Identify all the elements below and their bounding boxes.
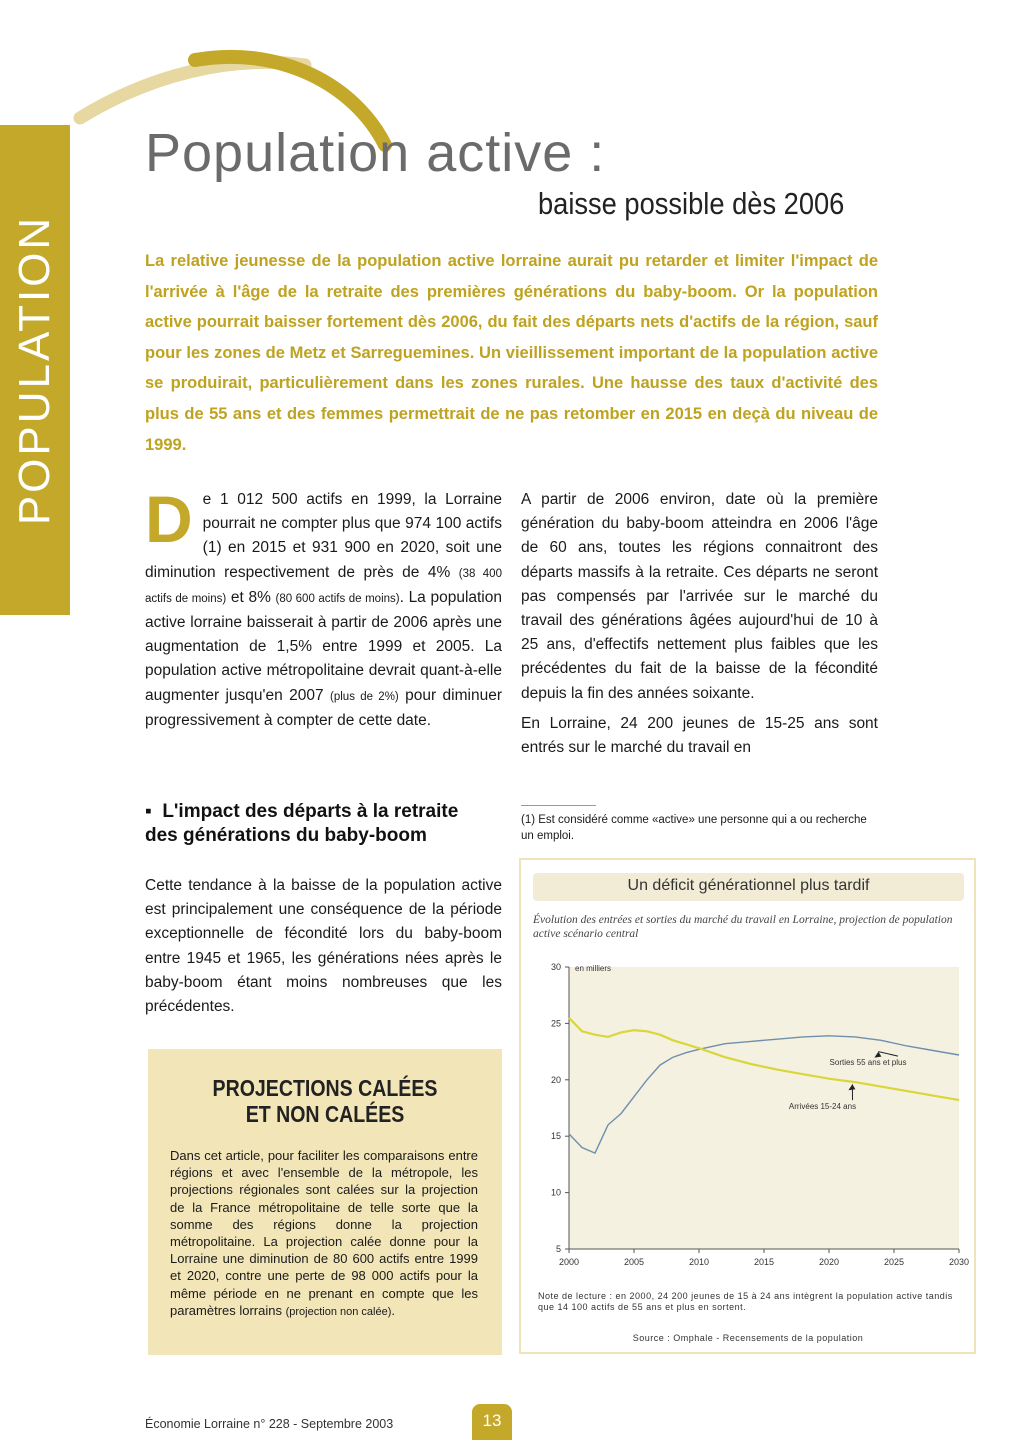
chart-subtitle: Évolution des entrées et sorties du marché du travail en Lorraine, projection de population active scénario central <box>533 914 953 940</box>
side-label: POPULATION <box>10 214 60 526</box>
series-label: Sorties 55 ans et plus <box>829 1058 907 1068</box>
article-text: et 8% <box>226 588 276 606</box>
y-tick-label: 30 <box>550 962 561 972</box>
y-tick-label: 25 <box>550 1018 561 1029</box>
x-tick-label: 2015 <box>753 1257 775 1267</box>
series-label: Arrivées 15-24 ans <box>788 1102 857 1112</box>
chart-source: Source : Omphale - Recensements de la population <box>632 1333 864 1343</box>
footnote-rule <box>521 805 596 806</box>
x-tick-label: 2000 <box>558 1257 580 1267</box>
y-tick-label: 20 <box>550 1074 561 1085</box>
section-body: Cette tendance à la baisse de la population active est principalement une conséquence de la période exceptionnelle de fécondité lors du baby-boom entre 1945 et 1965, les générations nées après le baby-boom étant moins nombreuses que les précédentes. <box>145 877 502 1016</box>
plot-area <box>569 967 959 1249</box>
section-heading-text: L'impact des départs à la retraite des générations du baby-boom <box>145 801 459 846</box>
bullet-icon: ▪ <box>145 801 152 822</box>
article-column-1 <box>145 482 502 733</box>
y-tick-label: 5 <box>555 1244 561 1254</box>
x-tick-label: 2005 <box>623 1257 645 1267</box>
chart-title: Un déficit générationnel plus tardif <box>627 877 870 894</box>
article-text-small: (plus de 2%) <box>330 690 399 703</box>
page-title: Population active : <box>145 123 606 183</box>
y-tick-label: 10 <box>550 1187 561 1198</box>
drop-cap: D <box>145 482 193 556</box>
section-heading <box>145 800 485 848</box>
article-text-small: (38 400 actifs de moins) <box>145 567 502 605</box>
article-text-small: (80 600 actifs de moins) <box>275 592 400 605</box>
line-chart <box>521 955 970 1280</box>
info-box-body: Dans cet article, pour faciliter les comparaisons entre régions et avec l'ensemble de la métropole, les projections régionales sont calées sur la projection de la France métropolitaine de telle sorte que la somme des régions donne la projection métropolitaine. La projection calée donne pour la Lorraine une diminution de 80 600 actifs entre 1999 et 2020, contre une perte de 98 000 actifs pour la même période en ne prenant en compte que les paramètres lorrains (projection non calée). <box>170 1148 478 1318</box>
article-text: pour diminuer progressivement à compter de cette date. <box>145 686 502 729</box>
article-paragraph: En Lorraine, 24 200 jeunes de 15-25 ans sont entrés sur le marché du travail en <box>521 714 878 757</box>
info-box-title: PROJECTIONS CALÉES ET NON CALÉES <box>212 1075 438 1127</box>
x-tick-label: 2025 <box>883 1257 905 1267</box>
page-subtitle: baisse possible dès 2006 <box>538 186 845 221</box>
article-text: . La population active lorraine baisserait à partir de 2006 après une augmentation de 1,5% entre 1999 et 2005. La population active métropolitaine devrait quant-à-elle augmenter jusqu'en 2007 <box>145 588 502 704</box>
unit-label: en milliers <box>575 964 612 973</box>
y-tick-label: 15 <box>550 1131 561 1142</box>
intro-paragraph: La relative jeunesse de la population active lorraine aurait pu retarder et limiter l'impact de l'arrivée à l'âge de la retraite des premières générations du baby-boom. Or la population active pourrait baisser fortement dès 2006, du fait des départs nets d'actifs de la région, sauf pour les zones de Metz et Sarreguemines. Un vieillissement important de la population active se produirait, particulièrement dans les zones rurales. Une hausse des taux d'activité des plus de 55 ans et des femmes permettrait de ne pas retomber en 2015 en deçà du niveau de 1999. <box>145 252 878 454</box>
chart-note: Note de lecture : en 2000, 24 200 jeunes de 15 à 24 ans intègrent la population active tandis que 14 100 actifs de 55 ans et plus en sortent. <box>538 1291 953 1312</box>
article-column-2 <box>521 488 878 760</box>
footer-text: Économie Lorraine n° 228 - Septembre 2003 <box>145 1417 394 1431</box>
footnote: (1) Est considéré comme «active» une personne qui a ou recherche un emploi. <box>521 814 867 842</box>
x-tick-label: 2010 <box>688 1257 710 1267</box>
x-tick-label: 2020 <box>818 1257 840 1267</box>
x-tick-label: 2030 <box>948 1257 970 1267</box>
article-text: e 1 012 500 actifs en 1999, la Lorraine pourrait ne compter plus que 974 100 actifs (1) en 2015 et 931 900 en 2020, soit une diminution respectivement de près de 4% <box>145 491 502 581</box>
page-number: 13 <box>482 1411 502 1430</box>
article-paragraph: A partir de 2006 environ, date où la première génération du baby-boom atteindra en 2006 l'âge de 60 ans, toutes les régions connaitront des départs massifs à la retraite. Ces départs ne seront pas compensés par l'arrivée sur le marché du travail des générations âgées aujourd'hui de 10 à 25 ans, d'effectifs nettement plus faibles que les précédentes du fait de la baisse de la fécondité depuis la fin des années soixante. <box>521 491 878 702</box>
